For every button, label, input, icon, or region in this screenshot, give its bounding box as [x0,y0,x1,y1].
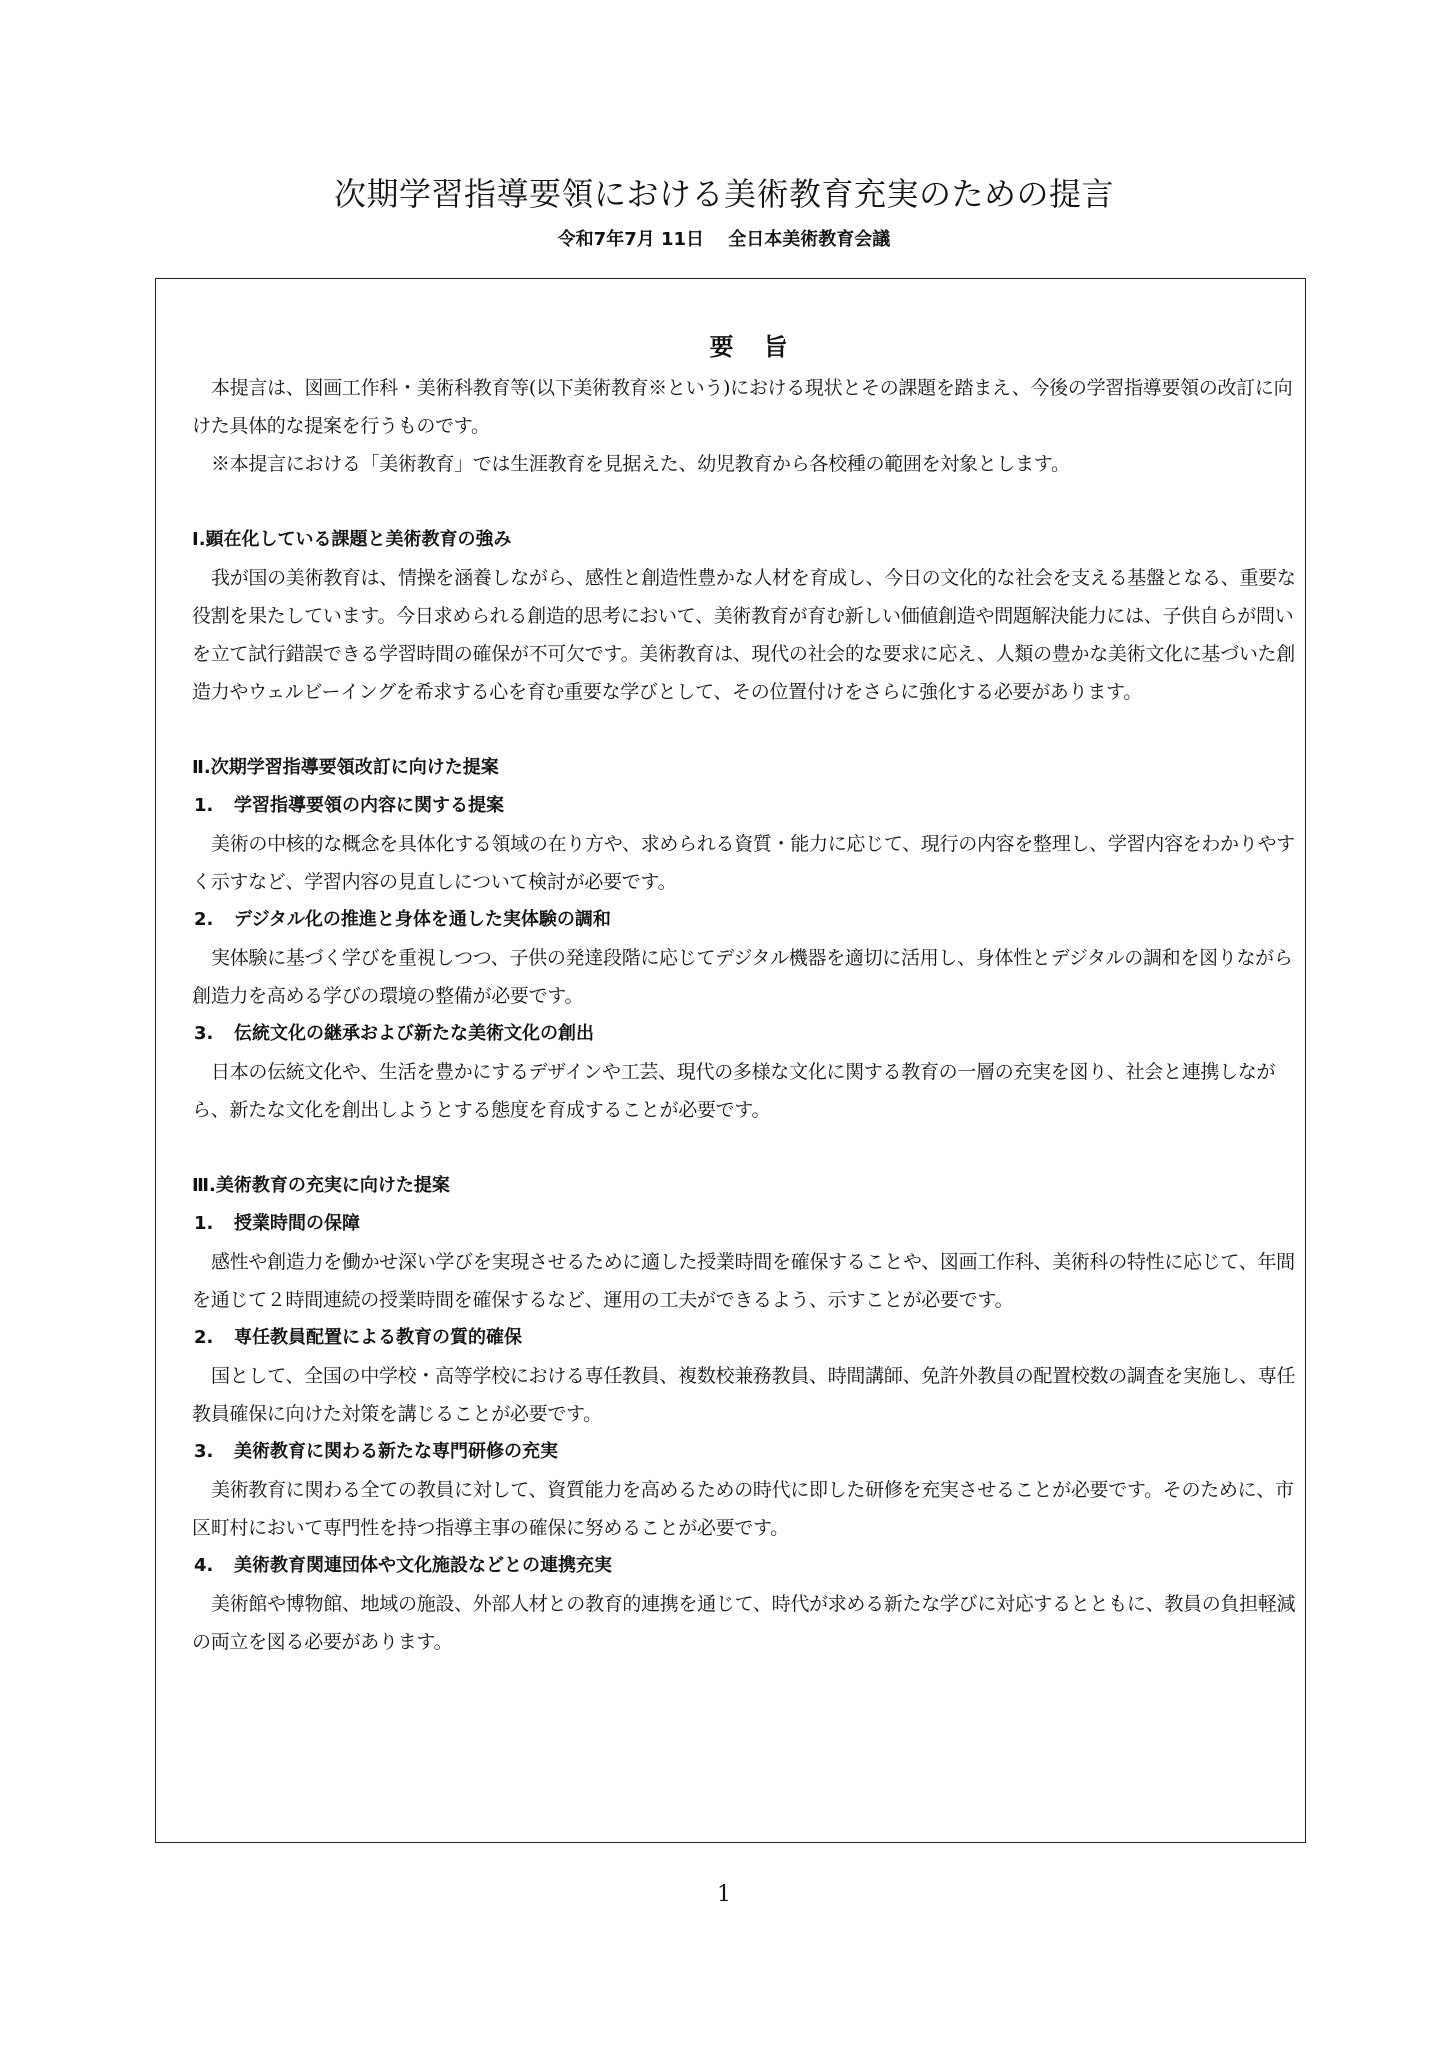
item-number: 4. [194,1555,214,1576]
item-number: 3. [194,1023,214,1044]
item-title: 美術教育に関わる新たな専門研修の充実 [234,1441,558,1462]
section-2-item-3-body: 日本の伝統文化や、生活を豊かにするデザインや工芸、現代の多様な文化に関する教育の一層の充実を図り、社会と連携しながら、新たな文化を創出しようとする態度を育成することが必要です。 [192,1061,1276,1121]
item-title: 学習指導要領の内容に関する提案 [234,795,504,816]
section-2-item-2-body: 実体験に基づく学びを重視しつつ、子供の発達段階に応じてデジタル機器を適切に活用し、身体性とデジタルの調和を図りながら創造力を高める学びの環境の整備が必要です。 [192,947,1293,1007]
section-3-item-4-heading [192,1547,1305,1585]
item-title: 授業時間の保障 [234,1213,360,1234]
intro-note: ※本提言における「美術教育」では生涯教育を見据えた、幼児教育から各校種の範囲を対象とします。 [211,453,1070,475]
item-title: 美術教育関連団体や文化施設などとの連携充実 [234,1555,612,1576]
section-2-item-1-body: 美術の中核的な概念を具体化する領域の在り方や、求められる資質・能力に応じて、現行の内容を整理し、学習内容をわかりやすく示すなど、学習内容の見直しについて検討が必要です。 [192,833,1295,893]
summary-title: 要旨 [709,333,818,361]
section-3-item-4-body: 美術館や博物館、地域の施設、外部人材との教育的連携を通じて、時代が求める新たな学びに対応するとともに、教員の負担軽減の両立を図る必要があります。 [192,1593,1296,1653]
section-3-item-1-heading [192,1205,1305,1243]
section-2-item-3-heading [192,1015,1305,1053]
item-title: デジタル化の推進と身体を通した実体験の調和 [234,909,611,930]
page-number: 1 [717,1882,731,1907]
section-3-item-1-body: 感性や創造力を働かせ深い学びを実現させるために適した授業時間を確保することや、図画工作科、美術科の特性に応じて、年間を通じて２時間連続の授業時間を確保するなど、運用の工夫ができるよう、示すことが必要です。 [192,1251,1295,1311]
item-number: 1. [194,795,214,816]
section-heading-2: Ⅱ.次期学習指導要領改訂に向けた提案 [192,757,499,778]
item-number: 2. [194,1327,214,1348]
item-title: 伝統文化の継承および新たな美術文化の創出 [234,1023,594,1044]
summary-content [192,329,1305,1661]
item-number: 1. [194,1213,214,1234]
section-3-item-3-heading [192,1433,1305,1471]
section-3-item-2-heading [192,1319,1305,1357]
item-number: 3. [194,1441,214,1462]
section-3-item-3-body: 美術教育に関わる全ての教員に対して、資質能力を高めるための時代に即した研修を充実させることが必要です。そのために、市区町村において専門性を持つ指導主事の確保に努めることが必要です。 [192,1479,1294,1539]
section-body-1: 我が国の美術教育は、情操を涵養しながら、感性と創造性豊かな人材を育成し、今日の文化的な社会を支える基盤となる、重要な役割を果たしています。今日求められる創造的思考において、美術教育が育む新しい価値創造や問題解決能力には、子供自らが問いを立て試行錯誤できる学習時間の確保が不可欠です。美術教育は、現代の社会的な要求に応え、人類の豊かな美術文化に基づいた創造力やウェルビーイングを希求する心を育む重要な学びとして、その位置付けをさらに強化する必要があります。 [192,567,1296,703]
section-2-item-1-heading [192,787,1305,825]
intro-paragraph: 本提言は、図画工作科・美術科教育等(以下美術教育※という)における現状とその課題を踏まえ、今後の学習指導要領の改訂に向けた具体的な提案を行うものです。 [192,377,1293,437]
document-title: 次期学習指導要領における美術教育充実のための提言 [333,175,1114,213]
document-date-author: 令和7年7月 11日 全日本美術教育会議 [557,229,891,250]
section-3-item-2-body: 国として、全国の中学校・高等学校における専任教員、複数校兼務教員、時間講師、免許外教員の配置校数の調査を実施し、専任教員確保に向けた対策を講じることが必要です。 [192,1365,1296,1425]
section-2-item-2-heading [192,901,1305,939]
section-heading-1: Ⅰ.顕在化している課題と美術教育の強み [192,529,512,550]
section-heading-3: Ⅲ.美術教育の充実に向けた提案 [192,1175,450,1196]
item-title: 専任教員配置による教育の質的確保 [234,1327,522,1348]
summary-box [155,278,1306,1843]
item-number: 2. [194,909,214,930]
